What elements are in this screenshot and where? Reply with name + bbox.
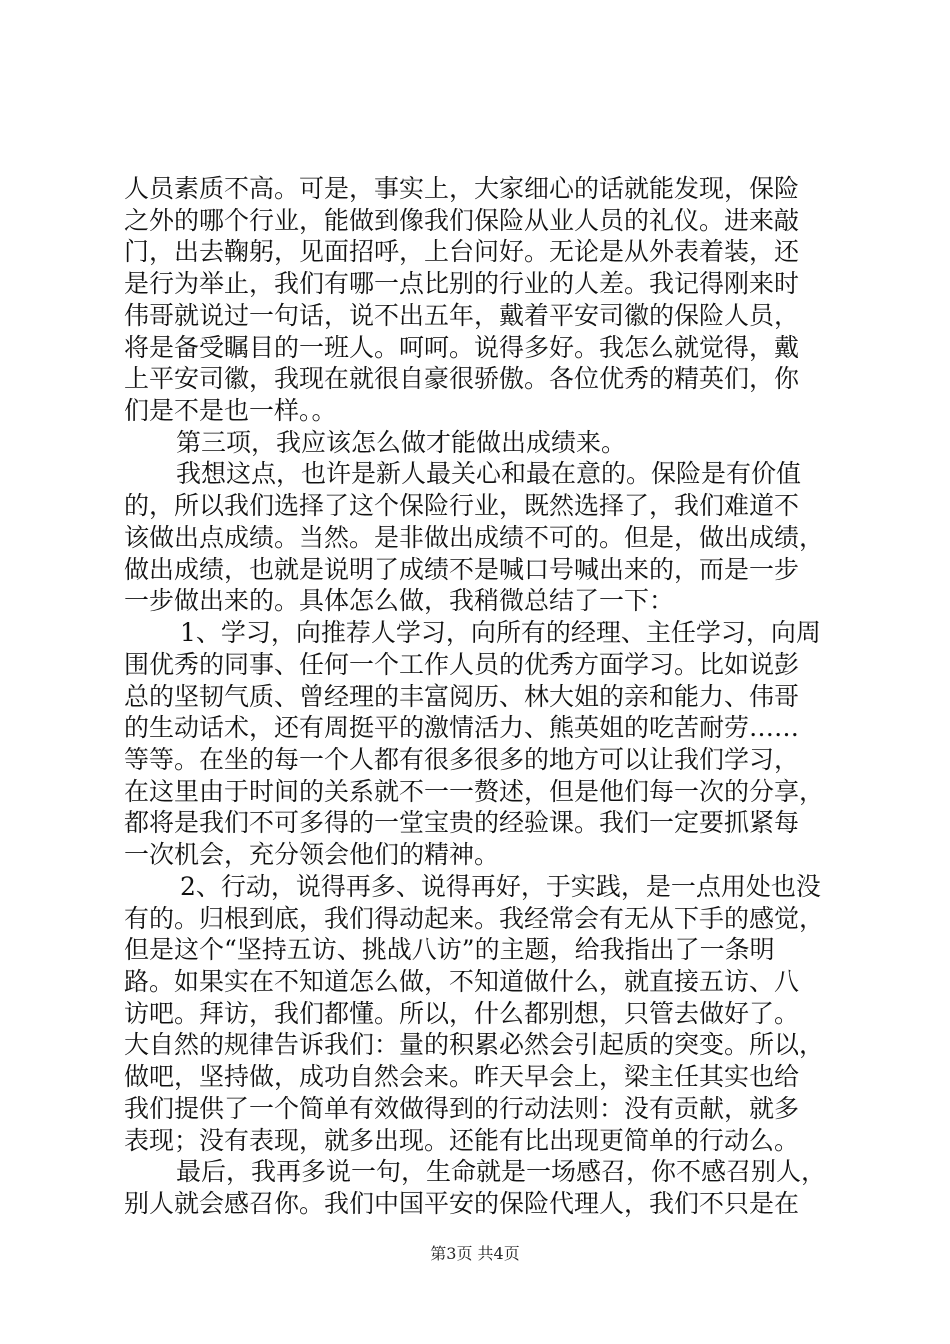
body-line: 是行为举止，我们有哪一点比别的行业的人差。我记得刚来时 [124,269,800,298]
body-line: 围优秀的同事、任何一个工作人员的优秀方面学习。比如说彭 [124,650,800,679]
body-line: 我想这点，也许是新人最关心和最在意的。保险是有价值 [176,459,802,488]
body-line: 都将是我们不可多得的一堂宝贵的经验课。我们一定要抓紧每 [124,808,800,837]
page-footer: 第3页 共4页 [430,1244,520,1263]
body-line: 做出成绩，也就是说明了成绩不是喊口号喊出来的，而是一步 [124,555,800,584]
body-line: 人员素质不高。可是，事实上，大家细心的话就能发现，保险 [124,174,800,203]
body-line: 但是这个“坚持五访、挑战八访”的主题，给我指出了一条明 [124,935,775,964]
body-line: 大自然的规律告诉我们：量的积累必然会引起质的突变。所以， [124,1030,825,1059]
body-line: 上平安司徽，我现在就很自豪很骄傲。各位优秀的精英们，你 [124,364,800,393]
body-line: 们是不是也一样。。 [124,396,337,425]
body-line: 别人就会感召你。我们中国平安的保险代理人，我们不只是在 [124,1189,800,1218]
body-line: 该做出点成绩。当然。是非做出成绩不可的。但是，做出成绩， [124,523,825,552]
body-line: 有的。归根到底，我们得动起来。我经常会有无从下手的感觉， [124,904,825,933]
body-line: 的生动话术，还有周挺平的激情活力、熊英姐的吃苦耐劳…… [124,713,800,742]
body-line: 路。如果实在不知道怎么做，不知道做什么，就直接五访、八 [124,967,800,996]
body-line: 访吧。拜访，我们都懂。所以，什么都别想，只管去做好了。 [124,999,800,1028]
body-line: 表现；没有表现，就多出现。还能有比出现更简单的行动么。 [124,1126,800,1155]
body-line: 一次机会，充分领会他们的精神。 [124,840,500,869]
body-line: 一步做出来的。具体怎么做，我稍微总结了一下： [124,586,675,615]
body-line: 将是备受瞩目的一班人。呵呵。说得多好。我怎么就觉得，戴 [124,333,800,362]
body-line: 门，出去鞠躬，见面招呼，上台问好。无论是从外表着装，还 [124,237,800,266]
list-item-line: 1、学习，向推荐人学习，向所有的经理、主任学习，向周 [180,618,821,647]
body-line: 等等。在坐的每一个人都有很多很多的地方可以让我们学习， [124,745,800,774]
body-line: 在这里由于时间的关系就不一一赘述，但是他们每一次的分享， [124,777,825,806]
body-line: 总的坚韧气质、曾经理的丰富阅历、林大姐的亲和能力、伟哥 [124,682,800,711]
body-line: 我们提供了一个简单有效做得到的行动法则：没有贡献，就多 [124,1094,800,1123]
list-item-line: 2、行动，说得再多、说得再好，于实践，是一点用处也没 [180,872,821,901]
body-line: 的，所以我们选择了这个保险行业，既然选择了，我们难道不 [124,491,800,520]
body-line: 做吧，坚持做，成功自然会来。昨天早会上，梁主任其实也给 [124,1062,800,1091]
closing-paragraph-line: 最后，我再多说一句，生命就是一场感召，你不感召别人， [176,1157,827,1186]
section-heading: 第三项，我应该怎么做才能做出成绩来。 [176,428,627,457]
body-line: 伟哥就说过一句话，说不出五年，戴着平安司徽的保险人员， [124,301,800,330]
body-line: 之外的哪个行业，能做到像我们保险从业人员的礼仪。进来敲 [124,206,800,235]
